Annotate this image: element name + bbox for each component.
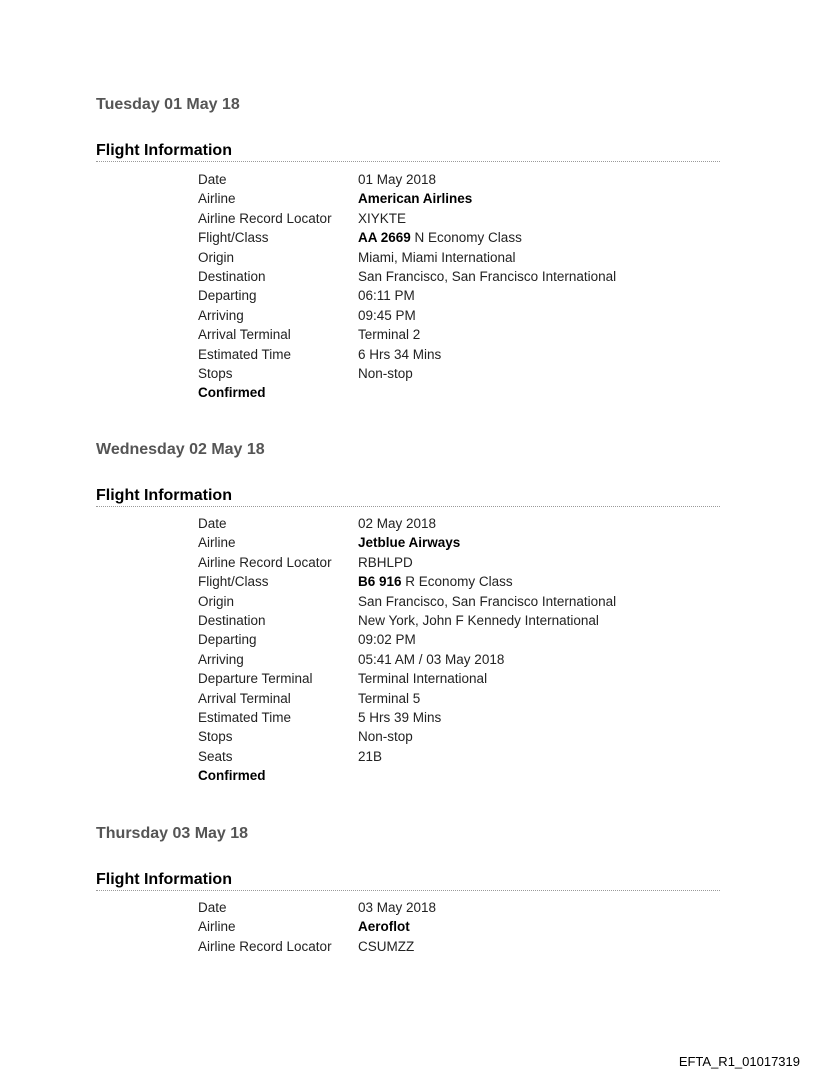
detail-value-rest: N Economy Class bbox=[410, 230, 522, 246]
detail-label: Arrival Terminal bbox=[198, 690, 291, 706]
detail-row bbox=[198, 727, 616, 746]
detail-label: Date bbox=[198, 516, 227, 531]
detail-row bbox=[198, 572, 616, 591]
detail-row bbox=[198, 630, 616, 649]
flight-details bbox=[198, 514, 616, 785]
detail-label: Destination bbox=[198, 268, 266, 284]
detail-row bbox=[198, 937, 436, 956]
detail-label: Estimated Time bbox=[198, 709, 292, 725]
flight-details bbox=[198, 898, 436, 956]
detail-row bbox=[198, 286, 616, 305]
detail-value: Miami, Miami International bbox=[358, 249, 516, 265]
detail-value: 02 May 2018 bbox=[358, 516, 437, 531]
detail-row bbox=[198, 533, 616, 552]
detail-label: Airline bbox=[198, 919, 236, 935]
detail-value: 03 May 2018 bbox=[358, 900, 437, 915]
detail-label: Airline bbox=[198, 535, 236, 551]
section-title: Flight Information bbox=[96, 487, 720, 507]
detail-value: 09:45 PM bbox=[358, 307, 416, 323]
detail-row bbox=[198, 514, 616, 533]
detail-value: CSUMZZ bbox=[358, 938, 415, 954]
detail-value: 5 Hrs 39 Mins bbox=[358, 709, 442, 725]
flight-details bbox=[198, 170, 616, 403]
detail-value bbox=[358, 574, 513, 589]
booking-status: Confirmed bbox=[198, 768, 266, 784]
detail-row bbox=[198, 553, 616, 572]
detail-row bbox=[198, 898, 436, 917]
detail-label: Stops bbox=[198, 729, 233, 745]
detail-label: Airline Record Locator bbox=[198, 938, 332, 954]
detail-row bbox=[198, 189, 616, 208]
day-heading: Thursday 03 May 18 bbox=[96, 825, 249, 842]
detail-value: 06:11 PM bbox=[358, 288, 415, 304]
detail-value-bold: Aeroflot bbox=[358, 919, 410, 935]
detail-row bbox=[198, 611, 616, 630]
detail-label: Origin bbox=[198, 593, 235, 609]
detail-row bbox=[198, 306, 616, 325]
detail-value-rest: R Economy Class bbox=[401, 574, 513, 590]
detail-label: Airline Record Locator bbox=[198, 554, 332, 570]
detail-value bbox=[358, 230, 522, 245]
detail-value-bold: AA 2669 bbox=[358, 230, 411, 246]
detail-value: Non-stop bbox=[358, 729, 413, 745]
detail-label: Arriving bbox=[198, 651, 244, 667]
detail-value: New York, John F Kennedy International bbox=[358, 612, 599, 628]
detail-value-bold: American Airlines bbox=[358, 191, 473, 207]
detail-value: Non-stop bbox=[358, 365, 413, 381]
detail-label: Arriving bbox=[198, 307, 244, 323]
detail-row bbox=[198, 708, 616, 727]
day-heading: Tuesday 01 May 18 bbox=[96, 96, 240, 113]
detail-row bbox=[198, 248, 616, 267]
detail-value-bold: Jetblue Airways bbox=[358, 535, 461, 551]
detail-label: Flight/Class bbox=[198, 574, 269, 590]
detail-value: Terminal International bbox=[358, 671, 488, 687]
detail-value: XIYKTE bbox=[358, 210, 407, 226]
detail-row bbox=[198, 669, 616, 688]
detail-label: Origin bbox=[198, 249, 235, 265]
detail-value: RBHLPD bbox=[358, 554, 413, 570]
detail-label: Seats bbox=[198, 748, 233, 764]
detail-value bbox=[358, 191, 472, 206]
detail-row bbox=[198, 325, 616, 344]
section-title: Flight Information bbox=[96, 871, 720, 891]
detail-label: Stops bbox=[198, 365, 233, 381]
detail-row bbox=[198, 689, 616, 708]
detail-label: Destination bbox=[198, 612, 266, 628]
detail-label: Flight/Class bbox=[198, 230, 269, 246]
detail-label: Airline bbox=[198, 191, 236, 207]
detail-value: Terminal 2 bbox=[358, 327, 421, 343]
detail-row bbox=[198, 917, 436, 936]
detail-label: Departure Terminal bbox=[198, 671, 313, 687]
document-id: EFTA_R1_01017319 bbox=[678, 1054, 800, 1069]
detail-value: 01 May 2018 bbox=[358, 172, 437, 187]
booking-status: Confirmed bbox=[198, 385, 266, 401]
detail-row bbox=[198, 209, 616, 228]
detail-label: Date bbox=[198, 172, 227, 187]
detail-value: San Francisco, San Francisco International bbox=[358, 593, 617, 609]
detail-label: Departing bbox=[198, 632, 257, 648]
detail-value: Terminal 5 bbox=[358, 690, 421, 706]
detail-label: Airline Record Locator bbox=[198, 210, 332, 226]
detail-row bbox=[198, 364, 616, 383]
detail-value bbox=[358, 535, 460, 550]
day-heading: Wednesday 02 May 18 bbox=[96, 441, 265, 458]
detail-value: 05:41 AM / 03 May 2018 bbox=[358, 651, 505, 667]
section-title: Flight Information bbox=[96, 142, 720, 162]
detail-value-bold: B6 916 bbox=[358, 574, 402, 590]
detail-row bbox=[198, 228, 616, 247]
detail-row bbox=[198, 170, 616, 189]
detail-row bbox=[198, 345, 616, 364]
detail-label: Date bbox=[198, 900, 227, 915]
detail-row bbox=[198, 747, 616, 766]
detail-label: Arrival Terminal bbox=[198, 327, 291, 343]
detail-row bbox=[198, 650, 616, 669]
detail-value bbox=[358, 919, 410, 934]
detail-value: 09:02 PM bbox=[358, 632, 416, 648]
detail-value: 6 Hrs 34 Mins bbox=[358, 346, 442, 362]
detail-row bbox=[198, 592, 616, 611]
detail-row bbox=[198, 267, 616, 286]
detail-label: Departing bbox=[198, 288, 257, 304]
detail-value: 21B bbox=[358, 748, 383, 764]
detail-label: Estimated Time bbox=[198, 346, 292, 362]
detail-value: San Francisco, San Francisco International bbox=[358, 268, 617, 284]
